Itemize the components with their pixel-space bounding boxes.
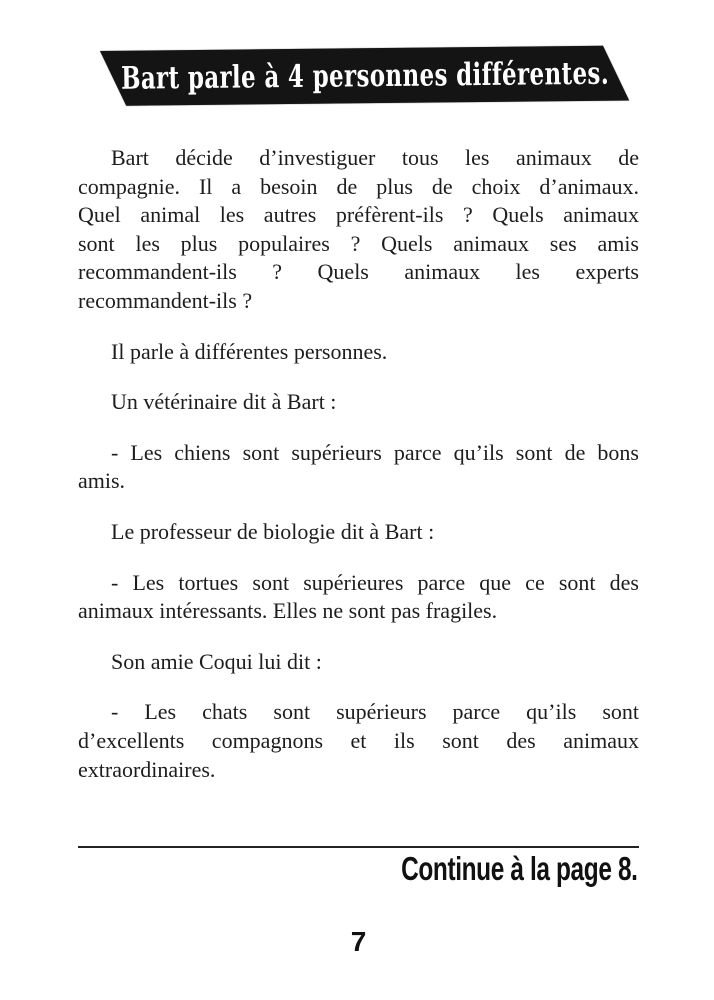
paragraph	[78, 439, 639, 496]
text-line: recommandent-ils ?	[78, 287, 253, 313]
text-line: extraordinaires.	[78, 756, 216, 782]
text-line: Le professeur de biologie dit à Bart :	[111, 518, 435, 544]
paragraph	[78, 388, 639, 417]
text-line: compagnie. Il a besoin de plus de choix d’animaux.	[78, 173, 639, 199]
continue-note: Continue à la page 8.	[401, 850, 638, 887]
paragraph	[78, 569, 639, 626]
text-line: sont les plus populaires ? Quels animaux ses amis	[78, 230, 639, 256]
paragraph	[78, 144, 639, 316]
paragraph	[78, 648, 639, 677]
paragraph	[78, 338, 639, 367]
story-text	[78, 144, 639, 784]
text-line: Son amie Coqui lui dit :	[111, 648, 322, 674]
text-line: - Les tortues sont supérieures parce que ce sont des	[111, 569, 639, 595]
text-line: Bart décide d’investiguer tous les animaux de	[111, 145, 639, 170]
paragraph	[78, 518, 639, 547]
text-line: d’excellents compagnons et ils sont des animaux	[78, 727, 639, 753]
text-line: Il parle à différentes personnes.	[111, 338, 388, 364]
footer-divider	[78, 846, 639, 848]
text-line: recommandent-ils ? Quels animaux les experts	[78, 259, 639, 285]
text-line: - Les chiens sont supérieurs parce qu’ils sont de bons	[111, 439, 639, 465]
chapter-banner	[100, 46, 629, 106]
paragraph	[78, 698, 639, 784]
text-line: Un vétérinaire dit à Bart :	[111, 389, 337, 415]
text-line: amis.	[78, 468, 126, 494]
text-line: animaux intéressants. Elles ne sont pas fragiles.	[78, 598, 498, 624]
text-line: - Les chats sont supérieurs parce qu’ils sont	[111, 699, 639, 725]
chapter-title: Bart parle à 4 personnes différentes.	[120, 55, 609, 97]
page-number: 7	[350, 926, 367, 957]
text-line: Quel animal les autres préfèrent-ils ? Quels animaux	[78, 202, 639, 228]
